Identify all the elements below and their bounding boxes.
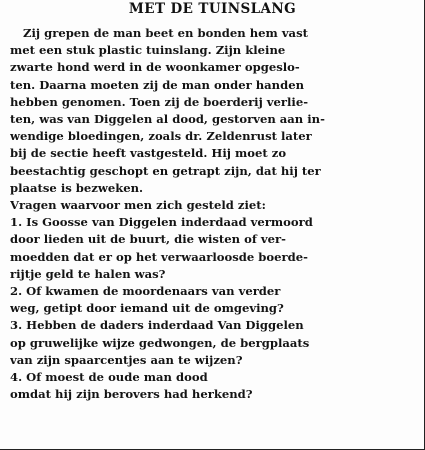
article-line: hebben genomen. Toen zij de boerderij verlie-	[10, 94, 309, 109]
article-line: 3. Hebben de daders inderdaad Van Diggelen	[10, 318, 304, 333]
article-line: plaatse is bezweken.	[10, 180, 144, 195]
article-line: beestachtig geschopt en getrapt zijn, dat hij ter	[10, 163, 321, 178]
article-line: weg, getipt door iemand uit de omgeving?	[10, 301, 284, 316]
article-line: ten. Daarna moeten zij de man onder handen	[10, 77, 305, 92]
article-line: wendige bloedingen, zoals dr. Zeldenrust later	[10, 129, 312, 144]
article-line: rijtje geld te halen was?	[10, 266, 166, 281]
article-line: op gruwelijke wijze gedwongen, de bergplaats	[10, 335, 310, 350]
article-line: moedden dat er op het verwaarloosde boerde-	[10, 249, 308, 264]
article-line: ten, was van Diggelen al dood, gestorven aan in-	[10, 112, 325, 127]
article-line: omdat hij zijn berovers had herkend?	[10, 387, 253, 402]
article-line: met een stuk plastic tuinslang. Zijn kleine	[10, 43, 286, 58]
article-body	[10, 25, 415, 403]
headline: MET DE TUINSLANG	[128, 1, 297, 17]
article-line: Vragen waarvoor men zich gesteld ziet:	[10, 198, 266, 213]
article-line: door lieden uit de buurt, die wisten of ver-	[10, 232, 286, 247]
article-line: Zij grepen de man beet en bonden hem vast	[23, 26, 308, 40]
article-line: 2. Of kwamen de moordenaars van verder	[10, 284, 281, 299]
article-line: zwarte hond werd in de woonkamer opgeslo-	[10, 60, 300, 75]
article-line: bij de sectie heeft vastgesteld. Hij moet zo	[10, 146, 287, 161]
article-line: van zijn spaarcentjes aan te wijzen?	[10, 352, 243, 367]
article-line: 4. Of moest de oude man dood	[10, 370, 208, 385]
article-line: 1. Is Goosse van Diggelen inderdaad vermoord	[10, 215, 313, 230]
